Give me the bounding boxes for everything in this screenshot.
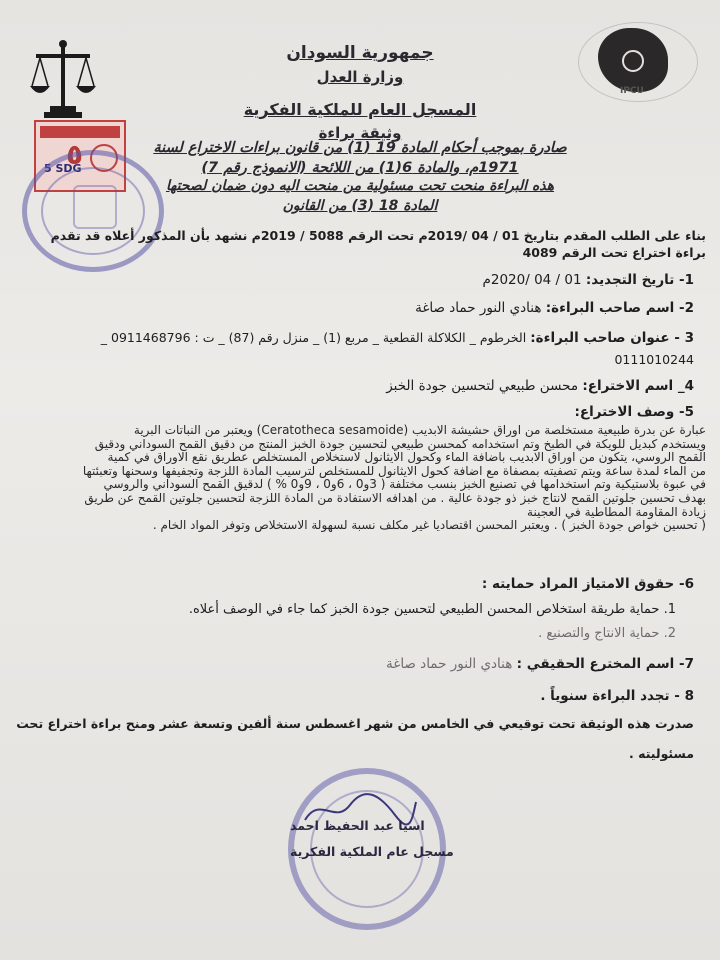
issued-line-2: 1971م، والمادة 6(1) من اللائحة (الانموذج رقم 7) — [201, 160, 519, 176]
renew-yearly: 8 - تجدد البراءة سنوياً . — [540, 688, 694, 704]
intro-line-1: بناء على الطلب المقدم بتاريخ 01 / 04 /2019م تحت الرقم 5088 / 2019م نشهد بأن المذكور أعلاه قد تقدم — [50, 228, 706, 243]
inventor-row — [386, 656, 694, 672]
right-1: 1. حماية طريقة استخلاص المحسن الطبيعي لتحسين جودة الخبز كما جاء في الوصف أعلاه. — [188, 602, 676, 617]
description-line: في عبوة بلاستيكية وتم استخدامها في تصنيع الخبز بنسب مختلفة ( 3و0 ، 6و0 ، 9و0 % ) لدقيق القمح السوداني والروسي — [103, 478, 706, 492]
inventor-value: هنادي النور حماد صاغة — [386, 656, 513, 672]
right-2: 2. حماية الانتاج والتصنيع . — [538, 626, 676, 641]
description-line: ( تحسين خواص جودة الخبز ) . ويعتبر المحسن اقتصاديا غير مكلف نسبة لسهولة الاستخلاص وتوفر المواد الخام . — [152, 519, 706, 533]
ministry-title: وزارة العدل — [316, 68, 404, 86]
description-line: زيادة المقاومة المطاطية في العجينة — [527, 505, 706, 519]
republic-title: جمهورية السودان — [286, 43, 434, 63]
closing-line-1: صدرت هذه الوثيقة تحت توقيعي في الخامس من شهر اغسطس سنة ألفين وتسعة عشر ومنح براءة اختراع تحت — [16, 716, 694, 731]
renewal-label: 1- تاريخ التجديد: — [585, 272, 694, 288]
issued-line-3: هذه البراءة منحت تحت مسئولية من منحت اليه دون ضمان لصحتها — [165, 178, 555, 194]
stamp-label: 5 SDG — [44, 162, 82, 175]
logo-text: IPCU — [620, 86, 644, 96]
description-label: 5- وصف الاختراع: — [574, 404, 694, 420]
closing-line-2: مسئوليته . — [629, 746, 694, 761]
address-value: الخرطوم _ الكلاكلة القطعية _ مربع (1) _ منزل رقم (87) _ ت : 0911468796 _ — [100, 330, 527, 345]
issued-line-4: المادة 18 (3) من القانون — [282, 198, 438, 214]
renewal-value: 01 / 04 /2020م — [482, 272, 582, 288]
description-line: من الماء لمدة ساعة ويتم تصفيته بمصفاة مع اضافة كحول الايثانول للمستخلص لترسيب المادة اللزجة وتجفيفها وسحنها وتعبئتها — [82, 464, 706, 478]
description-line: القمح الروسي، يتكون من اوراق الابديب باضافة الماء وكحول الايثانول لاستخلاص المستخلص عطريق نقع الاوراق في كمية — [107, 451, 706, 465]
address-phone-2: 0111010244 — [614, 352, 694, 367]
stamp-mark: ٥ — [66, 138, 84, 171]
registrar-title: المسجل العام للملكية الفكرية — [243, 100, 477, 119]
owner-row — [415, 300, 694, 316]
signatory-name: اسيا عبد الحفيظ احمد — [290, 818, 425, 833]
address-row — [101, 330, 694, 346]
owner-label: 2- اسم صاحب البراءة: — [545, 300, 694, 316]
intro-line-2: براءة اختراع تحت الرقم 4089 — [522, 245, 706, 260]
issued-line-1: صادرة بموجب أحكام المادة 19 (1) من قانون براءات الاختراع لسنة — [153, 140, 567, 156]
invention-label: 4_ اسم الاختراع: — [582, 378, 694, 394]
renewal-row — [483, 272, 695, 288]
description-line: ويستخدم كبديل للويكة في الطبخ وتم استخدامه كمحسن طبيعي لتحسين جودة الخبز المنتج من دقيق القمح السوداني ودقيق — [94, 437, 706, 451]
rights-label: 6- حقوق الامتياز المراد حمايته : — [481, 576, 694, 592]
address-label: 3 - عنوان صاحب البراءة: — [530, 330, 694, 346]
signatory-title: مسجل عام الملكية الفكرية — [290, 844, 454, 859]
inventor-label: 7- اسم المخترع الحقيقي : — [516, 656, 694, 672]
owner-value: هنادي النور حماد صاغة — [415, 300, 542, 316]
description-paragraph — [26, 424, 706, 533]
invention-row — [386, 378, 694, 394]
document-type: وثيقة براءة — [318, 124, 402, 142]
description-line: عبارة عن بدرة طبيعية مستخلصة من اوراق حشيشة الابديب (Ceratotheca sesamoide) ويعتبر من النباتات البرية — [133, 424, 706, 437]
invention-value: محسن طبيعي لتحسين جودة الخبز — [386, 378, 579, 394]
description-line: بهدف تحسين جلوتين القمح لانتاج خبز ذو جودة عالية . من اهدافه الاستفادة من المادة اللزجة لتحسين جلوتين القمح عن طريق — [84, 491, 706, 505]
